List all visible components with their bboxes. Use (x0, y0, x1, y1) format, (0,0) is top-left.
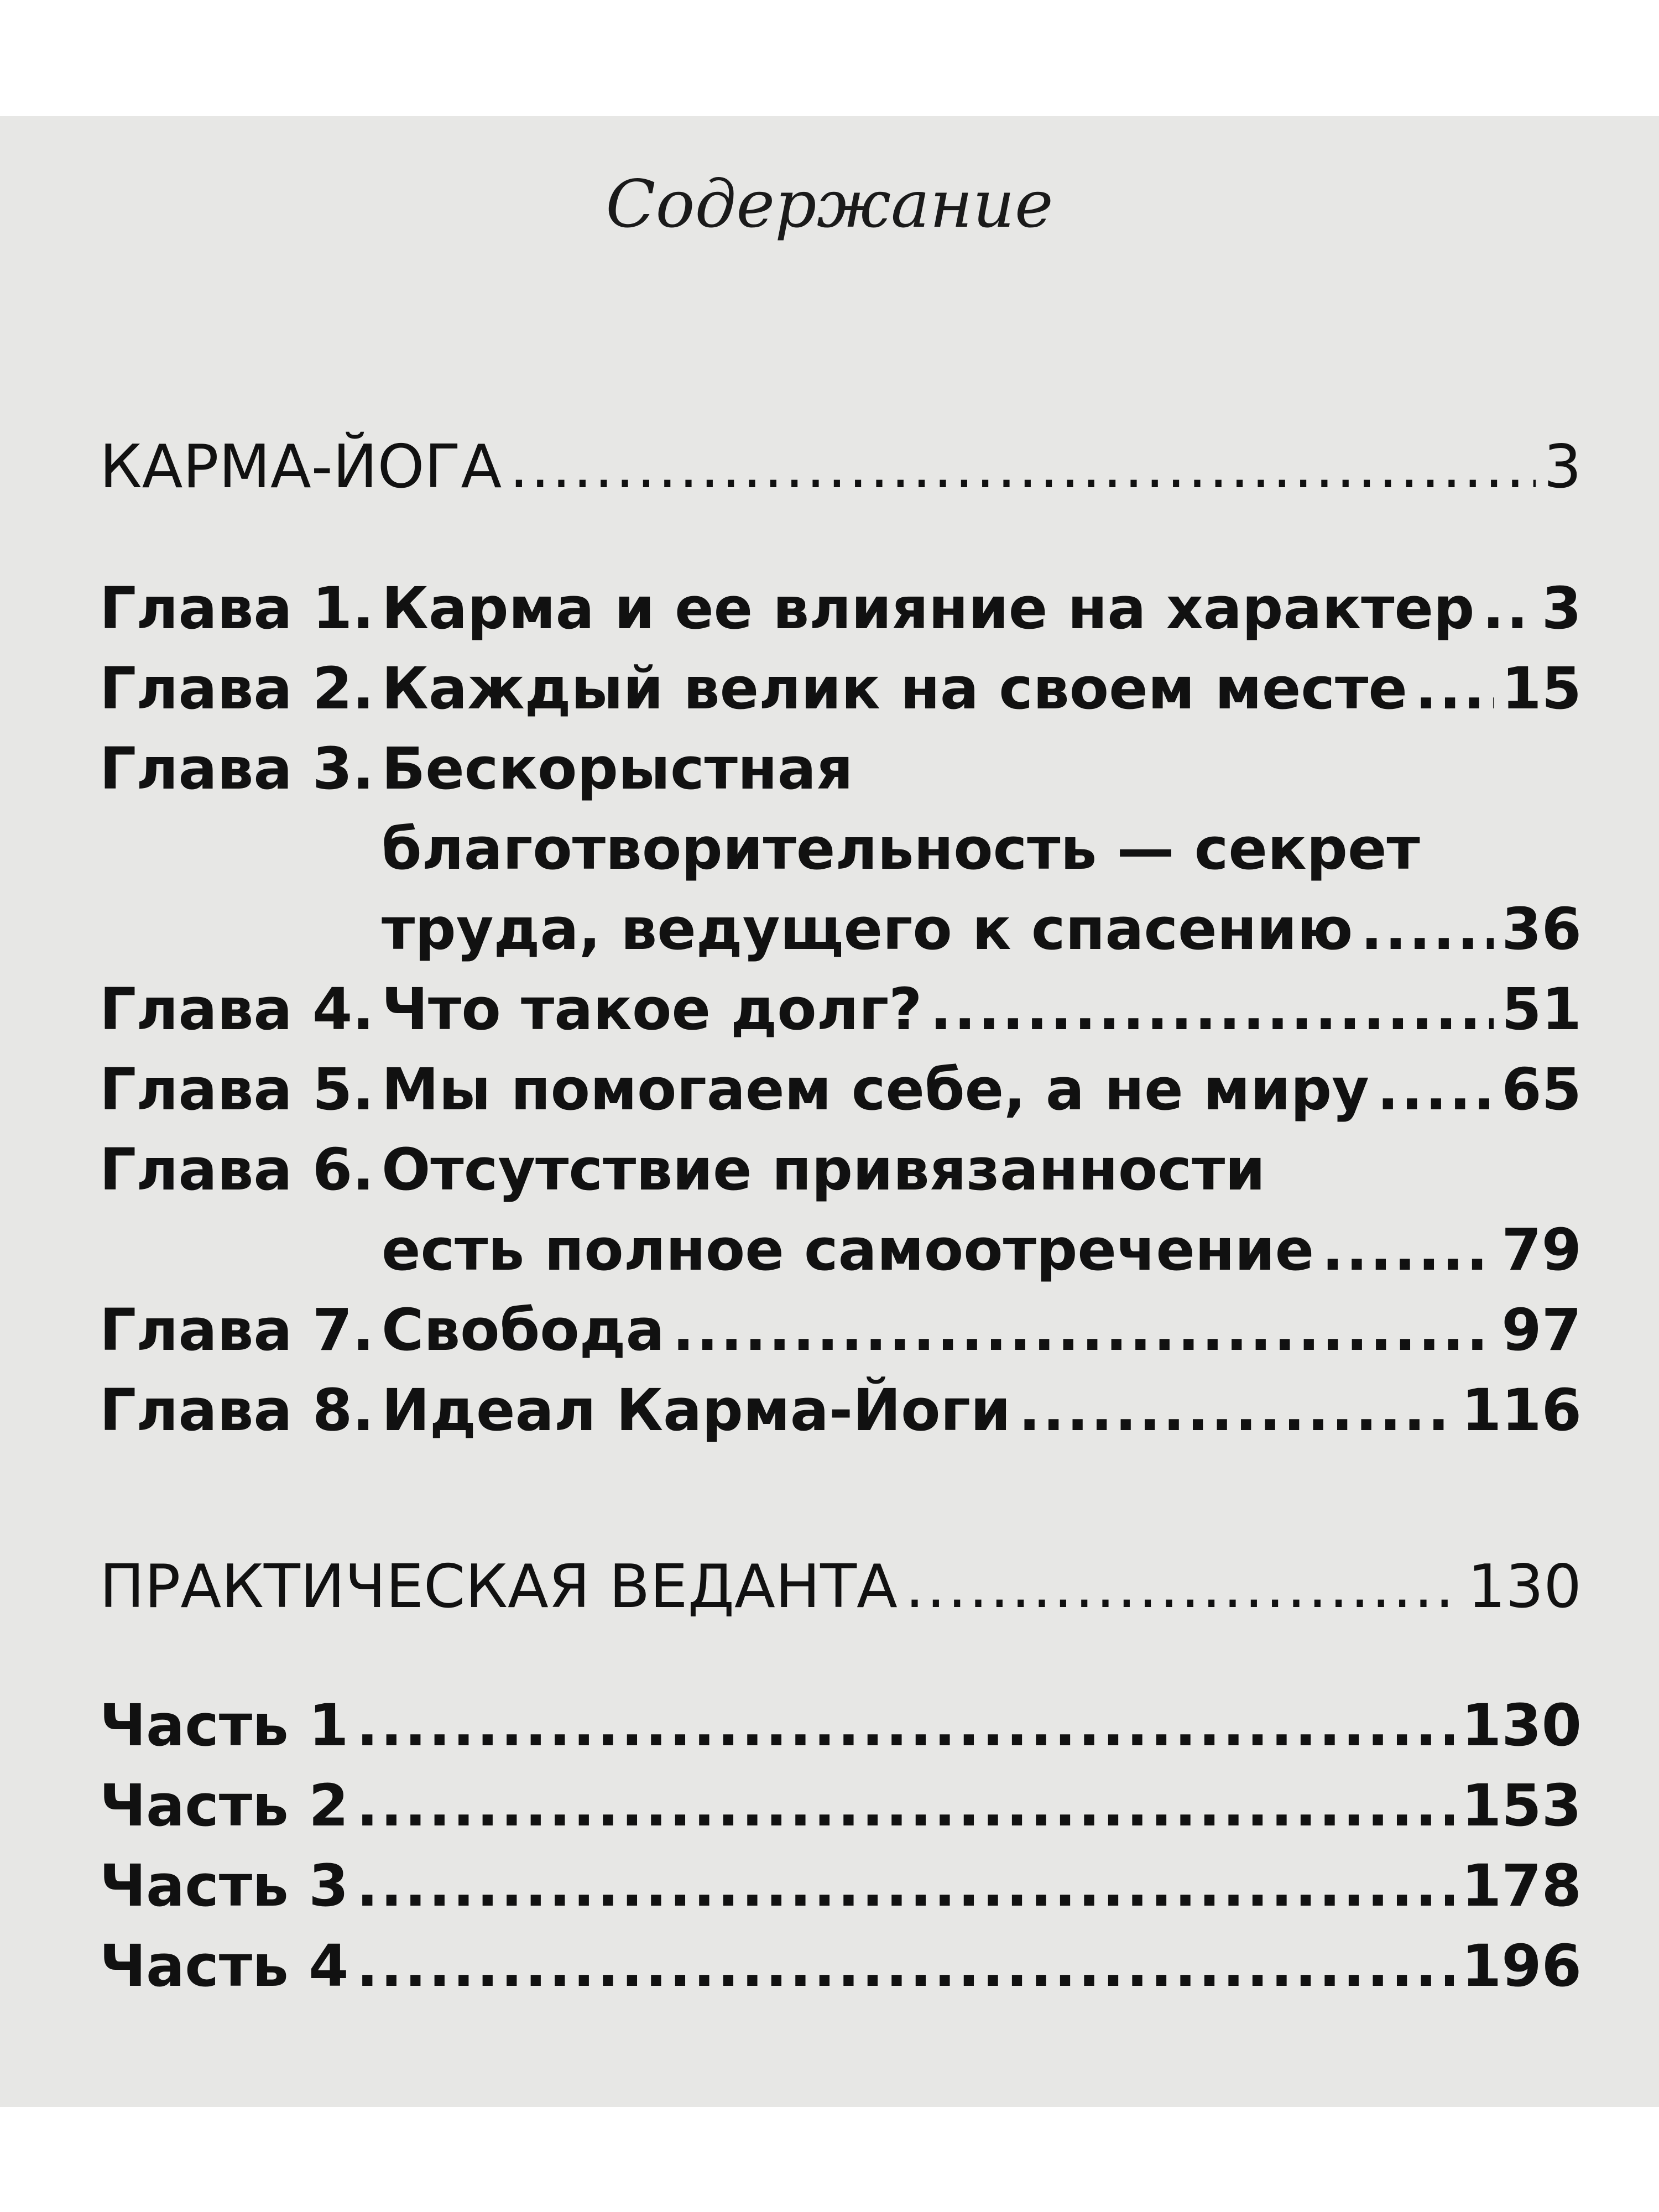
dot-leader (905, 1548, 1460, 1626)
page-number: 79 (1501, 1216, 1582, 1284)
toc-section-karma-yoga[interactable] (100, 429, 1582, 506)
dot-leader (356, 1927, 1453, 2005)
toc-entry-part-2[interactable] (100, 1767, 1582, 1844)
page-number: 36 (1501, 895, 1582, 963)
chapter-label: Глава 4. (100, 975, 374, 1043)
chapter-label: Глава 5. (100, 1056, 374, 1123)
page-number: 153 (1461, 1772, 1582, 1839)
toc-entry-chapter-1[interactable] (100, 570, 1582, 647)
section-title: КАРМА-ЙОГА (100, 432, 502, 502)
toc-entry-chapter-8[interactable] (100, 1371, 1582, 1449)
dot-leader (1019, 1371, 1454, 1449)
page-number: 116 (1461, 1376, 1582, 1444)
chapter-title-line-2: есть полное самоотречение (382, 1216, 1314, 1284)
toc-entry-chapter-6-end[interactable] (100, 1211, 1582, 1288)
part-label: Часть 4 (100, 1932, 349, 2000)
chapter-label: Глава 8. (100, 1376, 374, 1444)
chapter-title-line-1: Бескорыстная (382, 735, 853, 802)
toc-entry-chapter-5[interactable] (100, 1051, 1582, 1128)
page-number: 51 (1501, 975, 1582, 1043)
page-number: 196 (1461, 1932, 1582, 2000)
chapter-title: Каждый велик на своем месте (382, 655, 1407, 722)
chapter-label: Глава 2. (100, 655, 374, 722)
toc-entry-part-3[interactable] (100, 1847, 1582, 1924)
toc-section-practical-vedanta[interactable] (100, 1548, 1582, 1626)
dot-leader (1361, 890, 1494, 968)
toc-entry-part-1[interactable] (100, 1687, 1582, 1764)
dot-leader (356, 1687, 1453, 1764)
toc-entry-chapter-2[interactable] (100, 650, 1582, 727)
page-number: 15 (1501, 655, 1582, 722)
dot-leader (672, 1291, 1494, 1369)
dot-leader (1322, 1211, 1494, 1288)
part-label: Часть 1 (100, 1692, 349, 1759)
chapter-title: Что такое долг? (382, 975, 922, 1043)
chapter-label: Глава 1. (100, 575, 374, 642)
section-title: ПРАКТИЧЕСКАЯ ВЕДАНТА (100, 1552, 898, 1621)
dot-leader (1415, 650, 1494, 727)
chapter-title-line-2: благотворительность — секрет (382, 815, 1420, 883)
page-title: Содержание (606, 166, 1053, 242)
toc-entry-chapter-4[interactable] (100, 971, 1582, 1048)
chapter-title: Мы помогаем себе, а не миру (382, 1056, 1369, 1123)
chapter-label: Глава 6. (100, 1136, 374, 1203)
chapter-title-line-3: труда, ведущего к спасению (382, 895, 1353, 963)
dot-leader (1377, 1051, 1494, 1128)
chapter-title-line-1: Отсутствие привязанности (382, 1136, 1266, 1203)
chapter-title: Свобода (382, 1296, 665, 1364)
toc-entry-chapter-7[interactable] (100, 1291, 1582, 1369)
dot-leader (930, 971, 1494, 1048)
page-number: 97 (1501, 1296, 1582, 1364)
toc-entry-part-4[interactable] (100, 1927, 1582, 2005)
page-number: 130 (1461, 1692, 1582, 1759)
part-label: Часть 2 (100, 1772, 349, 1839)
chapter-label: Глава 3. (100, 735, 374, 802)
part-label: Часть 3 (100, 1852, 349, 1919)
dot-leader (1482, 570, 1533, 647)
book-page (0, 116, 1659, 2107)
chapter-label: Глава 7. (100, 1296, 374, 1364)
page-number: 65 (1501, 1056, 1582, 1123)
page-number: 130 (1467, 1552, 1582, 1621)
dot-leader (356, 1767, 1453, 1844)
toc-entry-chapter-6[interactable] (100, 1131, 1582, 1208)
dot-leader (356, 1847, 1453, 1924)
toc-entry-chapter-3[interactable] (100, 730, 1582, 807)
toc-entry-chapter-3-continued (100, 810, 1582, 888)
page-number: 3 (1541, 575, 1582, 642)
page-number: 178 (1461, 1852, 1582, 1919)
page-number: 3 (1543, 432, 1582, 502)
chapter-title: Идеал Карма-Йоги (382, 1376, 1011, 1444)
dot-leader (509, 429, 1536, 506)
chapter-title: Карма и ее влияние на характер (382, 575, 1475, 642)
toc-entry-chapter-3-end[interactable] (100, 890, 1582, 968)
